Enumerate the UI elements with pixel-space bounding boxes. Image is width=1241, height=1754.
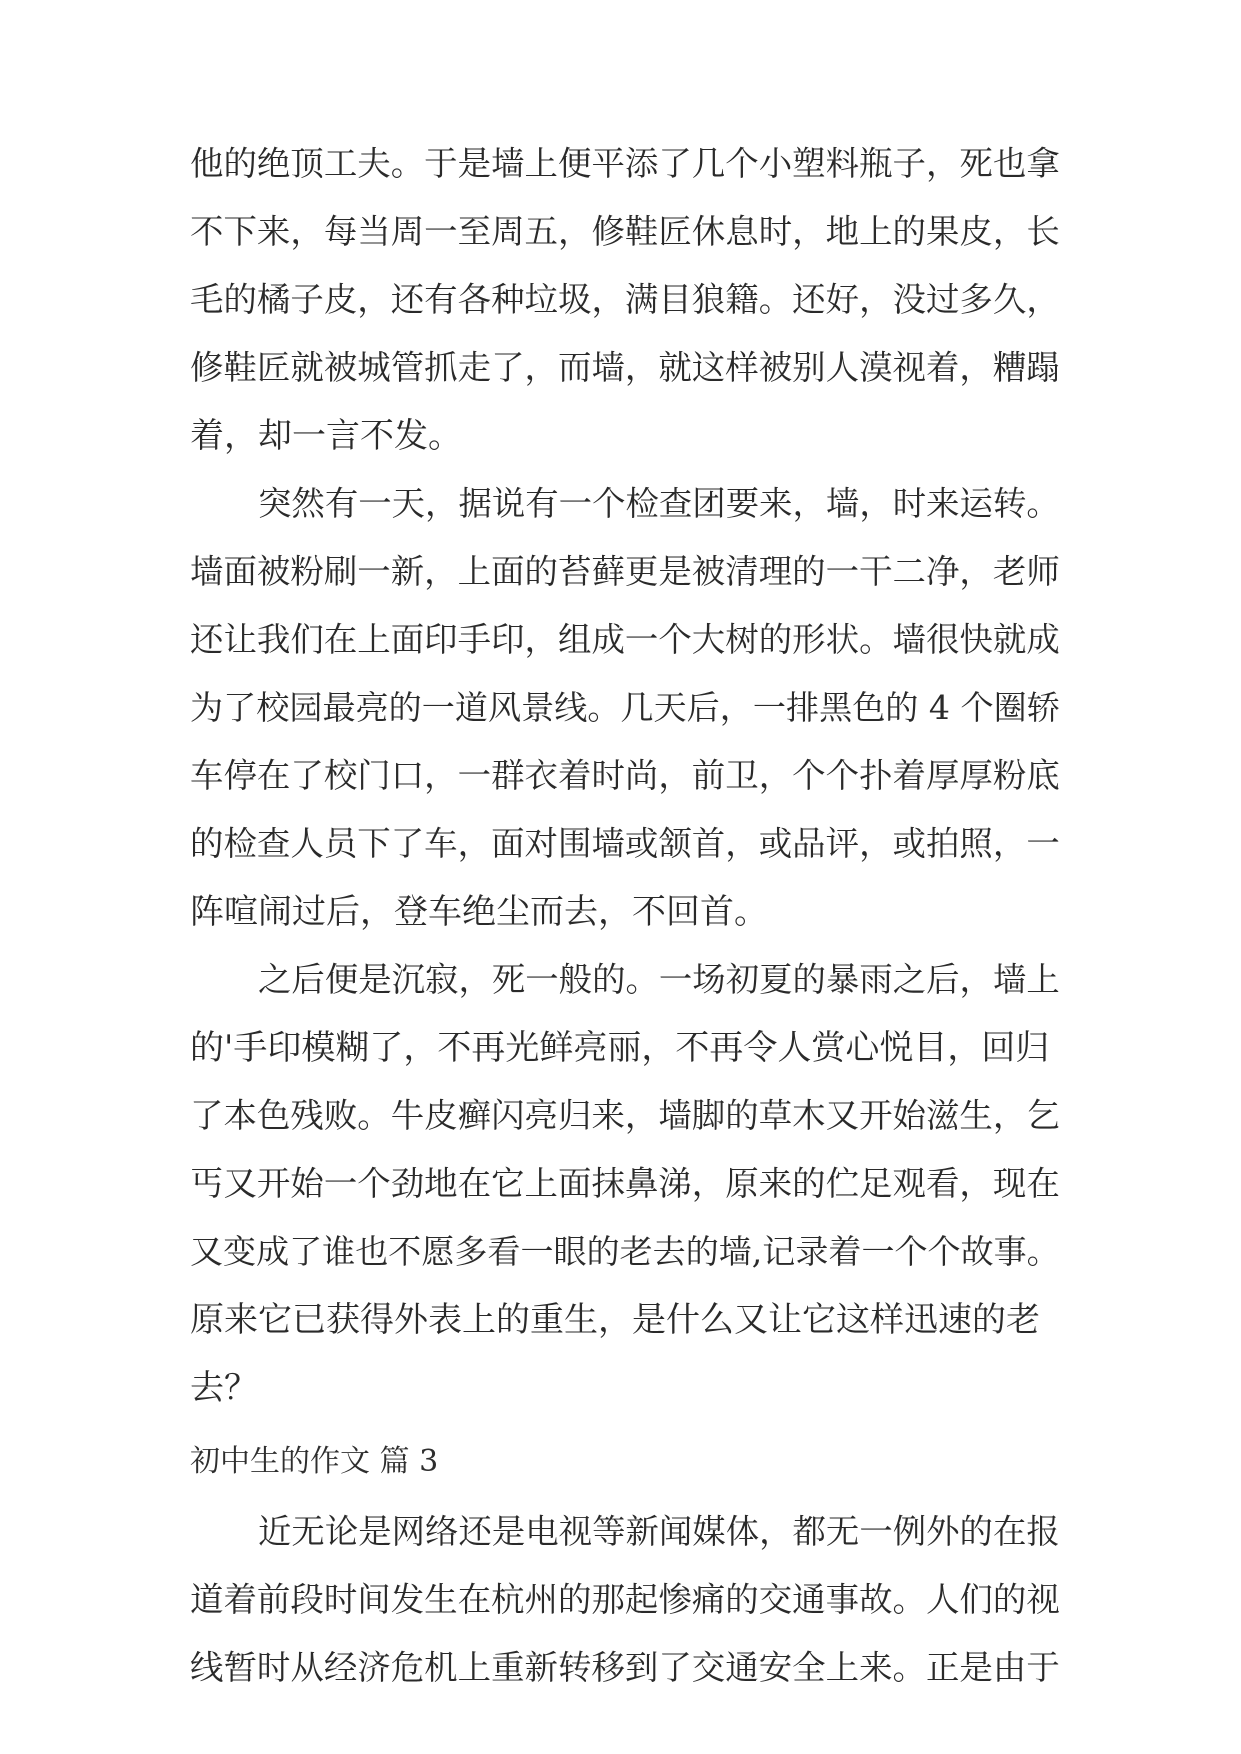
text-line: 着，却一言不发。 — [190, 416, 462, 456]
text-line: 丐又开始一个劲地在它上面抹鼻涕，原来的伫足观看，现在 — [190, 1164, 1060, 1203]
text-line: 之后便是沉寂，死一般的。一场初夏的暴雨之后，墙上 — [258, 960, 1060, 999]
text-line: 不下来，每当周一至周五，修鞋匠休息时，地上的果皮，长 — [190, 212, 1060, 251]
text-line: 近无论是网络还是电视等新闻媒体，都无一例外的在报 — [258, 1512, 1060, 1551]
section-heading: 初中生的作文 篇 3 — [190, 1444, 439, 1479]
text-line: 突然有一天，据说有一个检查团要来，墙，时来运转。 — [258, 484, 1060, 523]
text-line: 去？ — [190, 1368, 258, 1408]
text-line: 为了校园最亮的一道风景线。几天后，一排黑色的 4 个圈轿 — [190, 688, 1060, 727]
text-line: 他的绝顶工夫。于是墙上便平添了几个小塑料瓶子，死也拿 — [190, 144, 1060, 183]
text-line: 的'手印模糊了，不再光鲜亮丽，不再令人赏心悦目，回归 — [190, 1028, 1050, 1068]
text-line: 又变成了谁也不愿多看一眼的老去的墙,记录着一个个故事。 — [190, 1232, 1060, 1271]
text-line: 墙面被粉刷一新，上面的苔藓更是被清理的一干二净，老师 — [190, 552, 1060, 591]
text-line: 了本色残败。牛皮癣闪亮归来，墙脚的草木又开始滋生，乞 — [190, 1096, 1060, 1135]
text-line: 还让我们在上面印手印，组成一个大树的形状。墙很快就成 — [190, 620, 1060, 659]
text-line: 毛的橘子皮，还有各种垃圾，满目狼籍。还好，没过多久， — [190, 280, 1060, 319]
text-line: 阵喧闹过后，登车绝尘而去，不回首。 — [190, 892, 768, 932]
text-line: 的检查人员下了车，面对围墙或颔首，或品评，或拍照，一 — [190, 824, 1060, 863]
text-line: 原来它已获得外表上的重生，是什么又让它这样迅速的老 — [190, 1300, 1040, 1340]
text-line: 道着前段时间发生在杭州的那起惨痛的交通事故。人们的视 — [190, 1580, 1060, 1619]
text-line: 修鞋匠就被城管抓走了，而墙，就这样被别人漠视着，糟蹋 — [190, 348, 1060, 387]
text-line: 车停在了校门口，一群衣着时尚，前卫，个个扑着厚厚粉底 — [190, 756, 1060, 795]
text-line: 线暂时从经济危机上重新转移到了交通安全上来。正是由于 — [190, 1648, 1060, 1687]
